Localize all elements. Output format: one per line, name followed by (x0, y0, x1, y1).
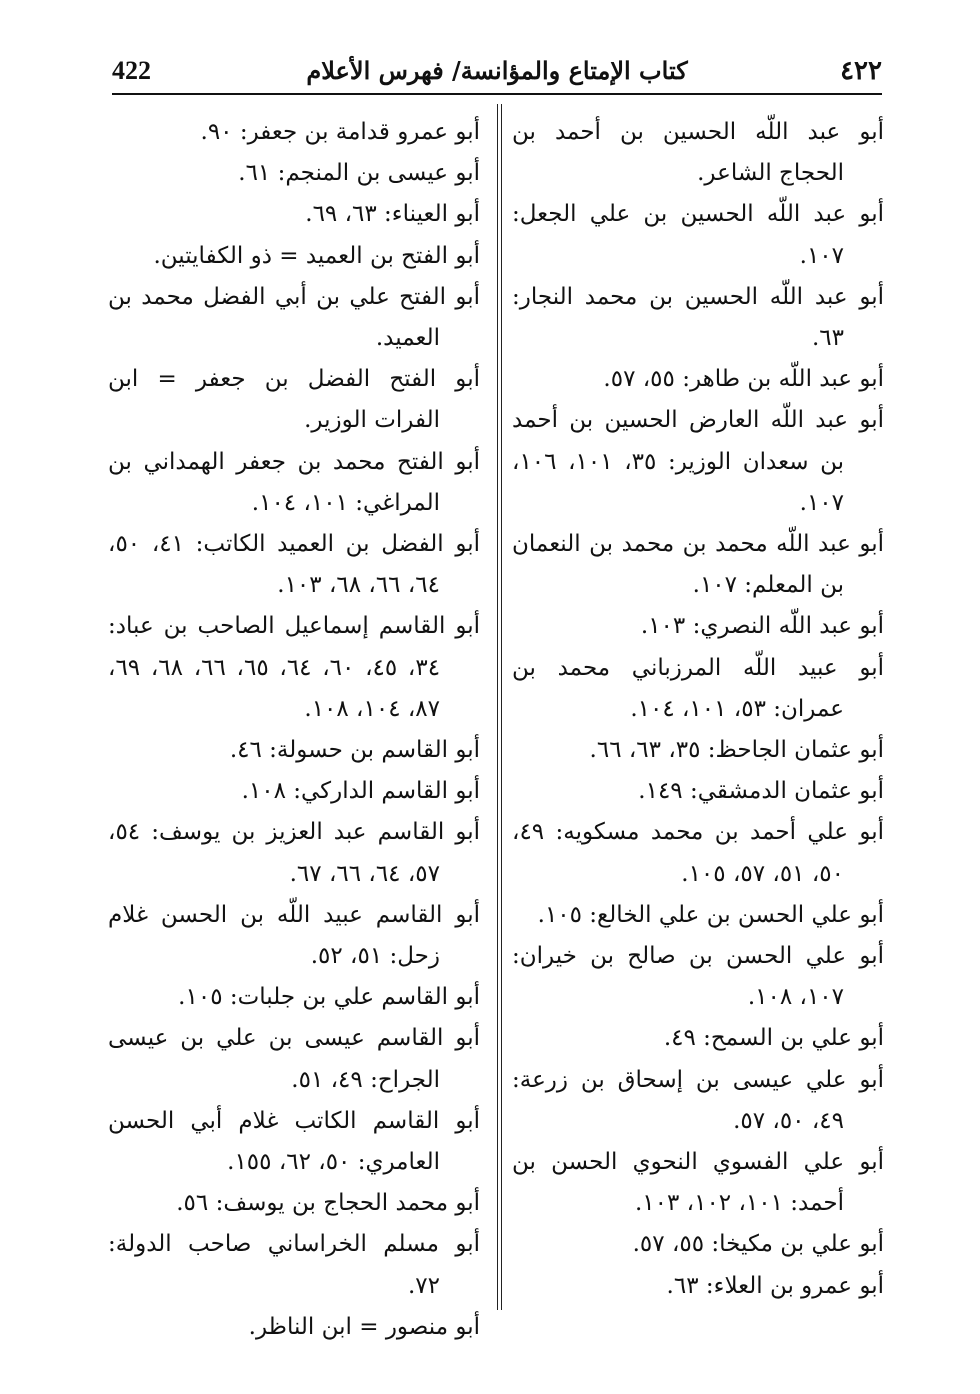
index-entry: أبو القاسم بن حسولة: ٤٦. (229, 737, 480, 764)
index-entry: أبو عبد اللّه بن طاهر: ٥٥، ٥٧. (603, 366, 884, 393)
index-entry: أبو عبد اللّه الحسين بن أحمد بن الحجاج الشاعر. (512, 119, 884, 187)
index-entry: أبو علي الحسن بن صالح بن خيران: ١٠٧، ١٠٨. (512, 943, 884, 1011)
index-entry: أبو علي عيسى بن إسحاق بن زرعة: ٤٩، ٥٠، ٥٧. (512, 1066, 884, 1134)
index-entry: أبو القاسم عيسى بن علي بن عيسى الجراح: ٤٩، ٥١. (108, 1025, 480, 1093)
index-entry: أبو علي الحسن بن علي الخالع: ١٠٥. (537, 901, 884, 928)
index-column-left (108, 112, 480, 1348)
index-entry: أبو الفتح علي بن أبي الفضل محمد بن العميد. (108, 283, 480, 352)
column-divider (497, 104, 502, 1310)
header-rule (112, 93, 882, 95)
index-entry: أبو القاسم الداركي: ١٠٨. (241, 778, 480, 805)
index-entry: أبو عثمان الدمشقي: ١٤٩. (638, 778, 884, 805)
index-entry: أبو عبد اللّه الحسين بن محمد النجار: ٦٣. (512, 283, 884, 352)
index-entry: أبو علي الفسوي النحوي الحسن بن أحمد: ١٠١، ١٠٢، ١٠٣. (512, 1149, 884, 1217)
index-entry: أبو الفتح محمد بن جعفر الهمداني بن المراغي: ١٠١، ١٠٤. (108, 448, 480, 516)
index-entry: أبو عبد اللّه محمد بن محمد بن النعمان بن المعلم: ١٠٧. (512, 531, 884, 599)
index-entry: أبو القاسم علي بن جلبات: ١٠٥. (178, 984, 480, 1011)
index-entry: أبو القاسم الكاتب غلام أبي الحسن العامري: ٥٠، ٦٢، ١٥٥. (108, 1107, 480, 1176)
running-title: كتاب الإمتاع والمؤانسة/ فهرس الأعلام (306, 56, 688, 85)
index-entry: أبو مسلم الخراساني صاحب الدولة: ٧٢. (108, 1231, 480, 1299)
index-entry: أبو علي بن مكيخا: ٥٥، ٥٧. (632, 1231, 884, 1258)
index-entry: أبو عبد اللّه النصري: ١٠٣. (640, 613, 884, 640)
index-entry: أبو عمرو بن العلاء: ٦٣. (666, 1272, 884, 1299)
index-entry: أبو علي بن السمح: ٤٩. (663, 1025, 884, 1052)
index-entry: أبو القاسم إسماعيل الصاحب بن عباد: ٣٤، ٤٥، ٦٠، ٦٤، ٦٥، ٦٦، ٦٨، ٦٩، ٨٧، ١٠٤، ١٠٨. (108, 613, 480, 722)
page-number-arabic: ٤٢٢ (840, 56, 882, 86)
index-entry: أبو الفضل بن العميد الكاتب: ٤١، ٥٠، ٦٤، ٦٦، ٦٨، ١٠٣. (108, 531, 481, 599)
page-header (112, 52, 882, 92)
index-entry: أبو علي أحمد بن محمد مسكويه: ٤٩، ٥٠، ٥١، ٥٧، ١٠٥. (512, 819, 884, 887)
index-entry: أبو عمرو قدامة بن جعفر: ٩٠. (200, 119, 480, 145)
index-entry: أبو عبد اللّه العارض الحسين بن أحمد بن سعدان الوزير: ٣٥، ١٠١، ١٠٦، ١٠٧. (512, 407, 884, 516)
index-entry: أبو القاسم عبيد اللّه بن الحسن غلام زحل: ٥١، ٥٢. (108, 901, 480, 970)
index-entry: أبو محمد الحجاج بن يوسف: ٥٦. (176, 1190, 480, 1217)
index-column-right (512, 112, 884, 1307)
index-entry: أبو عبيد اللّه المرزباني محمد بن عمران: ٥٣، ١٠١، ١٠٤. (512, 654, 884, 722)
page-number-latin: 422 (112, 56, 151, 85)
index-entry: أبو الفتح الفضل بن جعفر = ابن الفرات الوزير. (108, 366, 480, 434)
index-entry: أبو الفتح بن العميد = ذو الكفايتين. (153, 242, 480, 269)
index-entry: أبو عبد اللّه الحسين بن علي الجعل: ١٠٧. (512, 201, 884, 269)
index-entry: أبو عثمان الجاحظ: ٣٥، ٦٣، ٦٦. (589, 737, 884, 764)
index-entry: أبو عيسى بن المنجم: ٦١. (238, 160, 480, 187)
index-entry: أبو القاسم عبد العزيز بن يوسف: ٥٤، ٥٧، ٦٤، ٦٦، ٦٧. (108, 819, 480, 887)
index-entry: أبو منصور = ابن الناظر. (248, 1313, 480, 1340)
index-entry: أبو العيناء: ٦٣، ٦٩. (305, 201, 480, 228)
